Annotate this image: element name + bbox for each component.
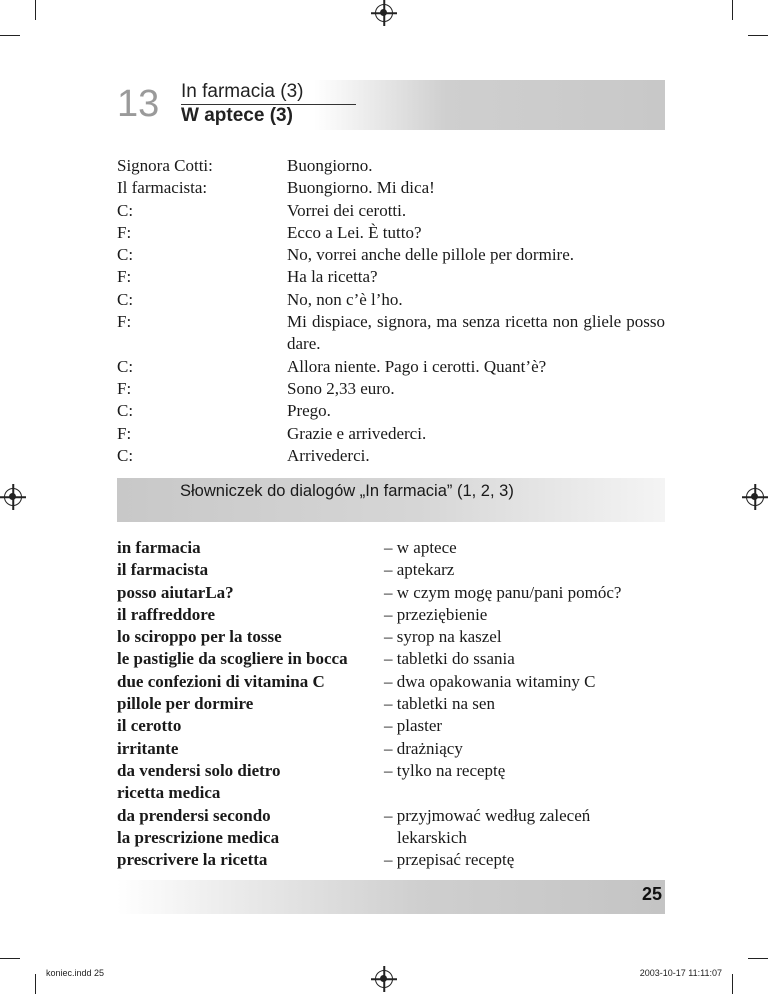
dialogue-text: Prego. (287, 401, 331, 421)
vocab-term: pillole per dormire (117, 694, 254, 714)
vocab-definition (384, 626, 665, 648)
vocab-list (117, 537, 665, 871)
dialogue-speaker: C: (117, 245, 134, 265)
vocab-row (117, 782, 665, 804)
vocab-definition-text: – przyjmować według zaleceń (384, 805, 591, 825)
dialogue-speaker: F: (117, 267, 132, 287)
crop-mark (35, 974, 36, 994)
vocab-definition (384, 760, 665, 782)
vocab-row (117, 805, 665, 827)
vocab-definition-text: – syrop na kaszel (384, 627, 502, 647)
vocab-definition (384, 805, 665, 827)
dialogue-speaker: C: (117, 401, 134, 421)
dialogue-line (117, 266, 665, 288)
dialogue-text: Ecco a Lei. È tutto? (287, 222, 422, 242)
crop-mark (748, 958, 768, 959)
dialogue-speaker: F: (117, 423, 132, 443)
crop-mark (732, 0, 733, 20)
dialogue-speaker: Signora Cotti: (117, 156, 213, 175)
crop-mark (748, 35, 768, 36)
dialogue-line (117, 445, 665, 467)
crop-mark (0, 958, 20, 959)
vocab-definition-text: – przepisać receptę (384, 850, 515, 870)
vocab-row (117, 582, 665, 604)
vocab-row (117, 738, 665, 760)
vocab-term: il raffreddore (117, 604, 216, 624)
dialogue-speaker: C: (117, 200, 134, 220)
vocab-row (117, 559, 665, 581)
vocab-title: Słowniczek do dialogów „In farmacia” (1, 2, 3) (180, 482, 514, 500)
vocab-row (117, 604, 665, 626)
dialogue-speaker: F: (117, 378, 132, 398)
vocab-definition (384, 738, 665, 760)
vocab-definition-text: – aptekarz (384, 560, 455, 580)
dialogue-text: Vorrei dei cerotti. (287, 200, 407, 220)
vocab-definition-text: – dwa opakowania witaminy C (384, 671, 596, 691)
dialogue-line (117, 244, 665, 266)
vocab-definition-text: – tabletki do ssania (384, 649, 515, 669)
vocab-definition (384, 693, 665, 715)
page-number: 25 (641, 884, 662, 904)
dialogue-speaker: C: (117, 445, 134, 465)
vocab-definition (384, 537, 665, 559)
dialogue-speaker: F: (117, 312, 132, 332)
vocab-term: irritante (117, 738, 179, 758)
crop-mark (0, 35, 20, 36)
dialogue-text: No, vorrei anche delle pillole per dormire. (287, 245, 574, 265)
dialogue-speaker: C: (117, 356, 134, 376)
vocab-definition-text: – w aptece (384, 538, 457, 557)
vocab-term: il cerotto (117, 716, 182, 736)
vocab-definition (384, 671, 665, 693)
vocab-term: da vendersi solo dietro (117, 760, 281, 780)
dialogue-text: Mi dispiace, signora, ma senza ricetta non gliele posso dare. (287, 312, 665, 354)
vocab-row (117, 693, 665, 715)
vocab-term: in farmacia (117, 538, 201, 557)
dialogue-text: Allora niente. Pago i cerotti. Quant’è? (287, 356, 547, 376)
vocab-term: lo sciroppo per la tosse (117, 627, 282, 647)
vocab-row (117, 715, 665, 737)
registration-mark-icon (746, 488, 764, 506)
lesson-title-polish: W aptece (3) (181, 105, 293, 126)
vocab-definition (384, 604, 665, 626)
vocab-definition (384, 849, 665, 871)
dialogue-line (117, 200, 665, 222)
dialogue-speaker: Il farmacista: (117, 178, 208, 198)
lesson-title (181, 81, 356, 127)
vocab-term: il farmacista (117, 560, 209, 580)
footer-band (117, 880, 665, 914)
dialogue-speaker: F: (117, 222, 132, 242)
vocab-row (117, 671, 665, 693)
vocab-definition (384, 559, 665, 581)
vocab-definition-text: – tabletki na sen (384, 694, 495, 714)
dialogue-line (117, 155, 665, 177)
registration-mark-icon (375, 970, 393, 988)
vocab-definition-text: – tylko na receptę (384, 760, 506, 780)
lesson-number: 13 (117, 83, 160, 125)
vocab-row (117, 648, 665, 670)
vocab-row (117, 537, 665, 559)
dialogue-text: Buongiorno. (287, 156, 373, 175)
dialogue-line (117, 400, 665, 422)
crop-mark (732, 974, 733, 994)
vocab-definition (384, 648, 665, 670)
vocab-term: posso aiutarLa? (117, 582, 234, 602)
vocab-row (117, 849, 665, 871)
dialogue-line (117, 222, 665, 244)
slug-timestamp: 2003-10-17 11:11:07 (639, 968, 722, 978)
vocab-definition-text: – w czym mogę panu/pani pomóc? (384, 582, 622, 602)
dialogue-text: No, non c’è l’ho. (287, 289, 403, 309)
dialogue-speaker: C: (117, 289, 134, 309)
dialogue-line (117, 311, 665, 356)
vocab-definition (384, 782, 665, 804)
dialogue-line (117, 356, 665, 378)
dialogue-text: Arrivederci. (287, 445, 370, 465)
dialogue-text: Ha la ricetta? (287, 267, 378, 287)
vocab-row (117, 626, 665, 648)
vocab-definition (384, 582, 665, 604)
dialogue-text: Sono 2,33 euro. (287, 378, 395, 398)
vocab-row (117, 827, 665, 849)
vocab-term: la prescrizione medica (117, 827, 280, 847)
slug-filename: koniec.indd 25 (46, 968, 105, 978)
dialogue-line (117, 289, 665, 311)
lesson-title-italian: In farmacia (3) (181, 81, 356, 105)
dialogue-line (117, 378, 665, 400)
vocab-term: due confezioni di vitamina C (117, 671, 325, 691)
vocab-definition-text: lekarskich (397, 827, 467, 847)
dialogue-line (117, 423, 665, 445)
vocab-term: ricetta medica (117, 783, 221, 803)
vocab-term: le pastiglie da scogliere in bocca (117, 649, 348, 669)
vocab-definition-text: – drażniący (384, 738, 463, 758)
registration-mark-icon (375, 4, 393, 22)
crop-mark (35, 0, 36, 20)
vocab-definition (384, 715, 665, 737)
dialogue-text: Buongiorno. Mi dica! (287, 178, 435, 198)
dialogue (117, 155, 665, 467)
vocab-term: prescrivere la ricetta (117, 850, 268, 870)
vocab-row (117, 760, 665, 782)
dialogue-line (117, 177, 665, 199)
vocab-definition-text: – plaster (384, 716, 443, 736)
vocab-definition-text: – przeziębienie (384, 604, 488, 624)
vocab-term: da prendersi secondo (117, 805, 271, 825)
dialogue-text: Grazie e arrivederci. (287, 423, 427, 443)
registration-mark-icon (4, 488, 22, 506)
vocab-definition (384, 827, 665, 849)
